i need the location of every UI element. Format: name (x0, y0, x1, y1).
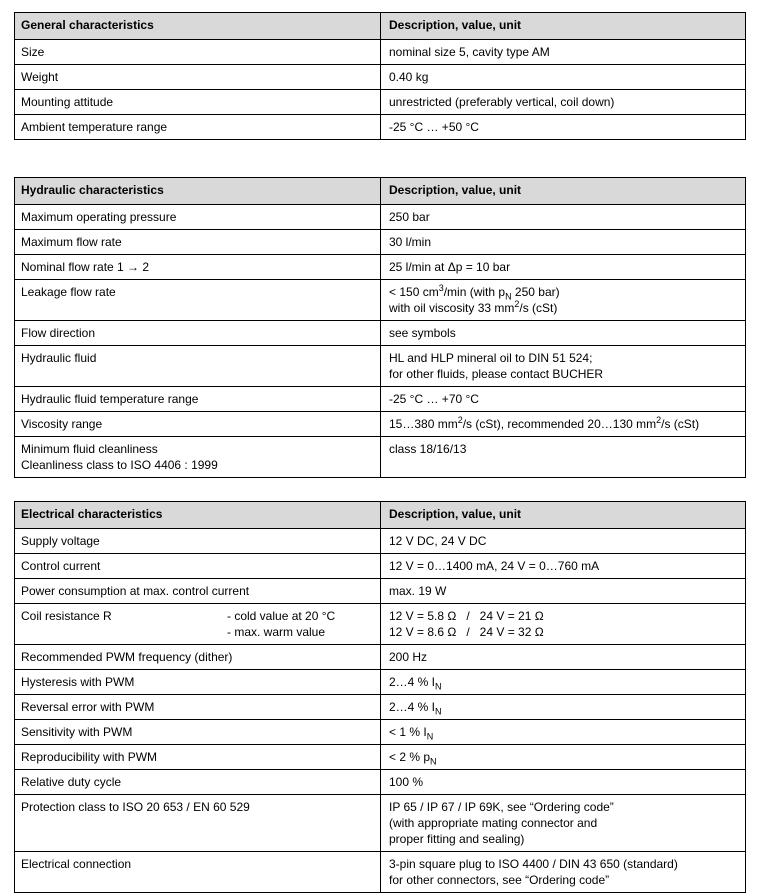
row-label (15, 695, 381, 719)
row-label-line: Hydraulic fluid (21, 351, 97, 365)
row-value (381, 387, 745, 411)
row-value (381, 205, 745, 229)
row-label (15, 280, 381, 320)
row-label-line: Cleanliness class to ISO 4406 : 1999 (21, 458, 218, 472)
row-value-line: -25 °C … +70 °C (389, 392, 479, 406)
row-value (381, 579, 745, 603)
row-value (381, 604, 745, 644)
row-label (15, 437, 381, 477)
row-value (381, 852, 745, 892)
row-value (381, 321, 745, 345)
row-value (381, 670, 745, 694)
table-row (15, 603, 745, 644)
row-value-line: 100 % (389, 775, 424, 789)
row-value-line: 250 bar (389, 210, 430, 224)
row-label (15, 115, 381, 139)
table-row (15, 320, 745, 345)
table-title: General characteristics (21, 18, 154, 32)
row-label-line: Viscosity range (21, 417, 103, 431)
row-value-line: -25 °C … +50 °C (389, 120, 479, 134)
row-label-line: Leakage flow rate (21, 285, 116, 299)
row-label (15, 554, 381, 578)
row-label-line: Reversal error with PWM (21, 700, 155, 714)
row-value (381, 529, 745, 553)
row-value-line: proper fitting and sealing) (389, 832, 525, 846)
table-row (15, 553, 745, 578)
row-value (381, 745, 745, 769)
table-row (15, 64, 745, 89)
table-row (15, 411, 745, 436)
row-value-line: nominal size 5, cavity type AM (389, 45, 550, 59)
table-header-value (381, 13, 745, 39)
table-row (15, 769, 745, 794)
table-header-label (15, 178, 381, 204)
row-label (15, 346, 381, 386)
row-label (15, 579, 381, 603)
row-label (15, 412, 381, 436)
row-label-line: Power consumption at max. control current (21, 584, 250, 598)
table-row (15, 644, 745, 669)
row-label-line: Hydraulic fluid temperature range (21, 392, 199, 406)
row-label-line: Control current (21, 559, 101, 573)
table-row (15, 386, 745, 411)
row-value-line: 2…4 % $I_N$ (389, 700, 442, 717)
row-value (381, 437, 745, 477)
row-value-line: 12 V = 0…1400 mA, 24 V = 0…760 mA (389, 559, 600, 573)
row-value-line: 25 l/min at Δp = 10 bar (389, 260, 511, 274)
table-row (15, 229, 745, 254)
row-value (381, 412, 745, 436)
row-value-line: 12 V = 5.8 Ω / 24 V = 21 Ω (389, 609, 544, 623)
row-value-line: 15…380 $mm^2/s$ (cSt), recommended 20…130 $mm^2/s$ (cSt) (389, 415, 700, 431)
row-value (381, 770, 745, 794)
row-label-line: Flow direction (21, 326, 96, 340)
row-label (15, 40, 381, 64)
row-label-line: Coil resistance R (21, 609, 112, 623)
row-label (15, 387, 381, 411)
table-row (15, 578, 745, 603)
table-row (15, 719, 745, 744)
table-header-value (381, 502, 745, 528)
row-value-line: for other fluids, please contact BUCHER (389, 367, 604, 381)
datasheet-tables (14, 12, 746, 893)
row-value (381, 645, 745, 669)
row-value-line: see symbols (389, 326, 456, 340)
row-label-line: Protection class to ISO 20 653 / EN 60 529 (21, 800, 250, 814)
row-value (381, 346, 745, 386)
row-label-line: Electrical connection (21, 857, 132, 871)
row-value (381, 695, 745, 719)
table-general-characteristics (14, 12, 746, 140)
row-label (15, 795, 381, 851)
row-label (15, 529, 381, 553)
row-value-line: < 2 % $p_N$ (389, 750, 437, 767)
row-label-line: Weight (21, 70, 59, 84)
table-title: Electrical characteristics (21, 507, 163, 521)
row-value (381, 720, 745, 744)
row-value (381, 280, 745, 320)
row-label (15, 230, 381, 254)
table-header-row (15, 178, 745, 204)
row-label (15, 720, 381, 744)
row-label-line: Maximum operating pressure (21, 210, 177, 224)
row-value-line: 12 V DC, 24 V DC (389, 534, 487, 548)
table-value-column-title: Description, value, unit (389, 18, 522, 32)
row-label-line: Sensitivity with PWM (21, 725, 133, 739)
row-value (381, 554, 745, 578)
row-value (381, 255, 745, 279)
row-value-line: 3-pin square plug to ISO 4400 / DIN 43 650 (standard) (389, 857, 678, 871)
row-value-line: unrestricted (preferably vertical, coil down) (389, 95, 615, 109)
table-row (15, 39, 745, 64)
row-value (381, 40, 745, 64)
row-label (15, 604, 381, 644)
row-value-line: (with appropriate mating connector and (389, 816, 598, 830)
row-label-sublabels (227, 608, 335, 640)
row-label (15, 255, 381, 279)
table-header-row (15, 13, 745, 39)
table-row (15, 528, 745, 553)
row-value-line: IP 65 / IP 67 / IP 69K, see “Ordering code” (389, 800, 614, 814)
table-row (15, 114, 745, 139)
row-label (15, 852, 381, 892)
row-label-line: Relative duty cycle (21, 775, 122, 789)
row-label (15, 90, 381, 114)
table-row (15, 279, 745, 320)
table-hydraulic-characteristics (14, 177, 746, 478)
table-row (15, 204, 745, 229)
row-value (381, 65, 745, 89)
row-label-line: Nominal flow rate 1 → 2 (21, 260, 150, 274)
row-label-line: Mounting attitude (21, 95, 114, 109)
row-value-line: < 1 % $I_N$ (389, 725, 434, 742)
row-label-line: Size (21, 45, 45, 59)
table-title: Hydraulic characteristics (21, 183, 164, 197)
row-value-line: 200 Hz (389, 650, 428, 664)
row-value-line: < 150 $cm^3/\min$ (with $p_N$ 250 bar) (389, 283, 560, 302)
row-value-line: 30 l/min (389, 235, 432, 249)
table-row (15, 744, 745, 769)
table-header-label (15, 13, 381, 39)
table-row (15, 254, 745, 279)
row-label-line: Ambient temperature range (21, 120, 168, 134)
row-value-line: 12 V = 8.6 Ω / 24 V = 32 Ω (389, 625, 544, 639)
row-label-subline: - max. warm value (227, 625, 326, 639)
row-value-line: with oil viscosity 33 $mm^2/s$ (cSt) (389, 299, 558, 315)
table-header-label (15, 502, 381, 528)
row-label-line: Minimum fluid cleanliness (21, 442, 158, 456)
row-value (381, 795, 745, 851)
row-label (15, 65, 381, 89)
row-label (15, 770, 381, 794)
table-row (15, 794, 745, 851)
row-label-line: Hysteresis with PWM (21, 675, 135, 689)
row-label (15, 321, 381, 345)
row-label-line: Recommended PWM frequency (dither) (21, 650, 233, 664)
row-label (15, 645, 381, 669)
row-label (15, 670, 381, 694)
row-value-line: max. 19 W (389, 584, 447, 598)
row-value (381, 90, 745, 114)
row-label-subline: - cold value at 20 °C (227, 609, 336, 623)
table-row (15, 436, 745, 477)
table-row (15, 89, 745, 114)
table-value-column-title: Description, value, unit (389, 507, 522, 521)
row-label (15, 205, 381, 229)
table-electrical-characteristics (14, 501, 746, 893)
row-value (381, 115, 745, 139)
table-header-row (15, 502, 745, 528)
row-value-line: 0.40 kg (389, 70, 429, 84)
row-value (381, 230, 745, 254)
row-value-line: 2…4 % $I_N$ (389, 675, 442, 692)
table-row (15, 694, 745, 719)
row-value-line: class 18/16/13 (389, 442, 467, 456)
row-value-line: HL and HLP mineral oil to DIN 51 524; (389, 351, 593, 365)
table-header-value (381, 178, 745, 204)
table-row (15, 669, 745, 694)
table-value-column-title: Description, value, unit (389, 183, 522, 197)
row-value-line: for other connectors, see “Ordering code” (389, 873, 610, 887)
row-label-line: Supply voltage (21, 534, 100, 548)
row-label (15, 745, 381, 769)
row-label-line: Reproducibility with PWM (21, 750, 158, 764)
row-label-line: Maximum flow rate (21, 235, 122, 249)
table-row (15, 345, 745, 386)
